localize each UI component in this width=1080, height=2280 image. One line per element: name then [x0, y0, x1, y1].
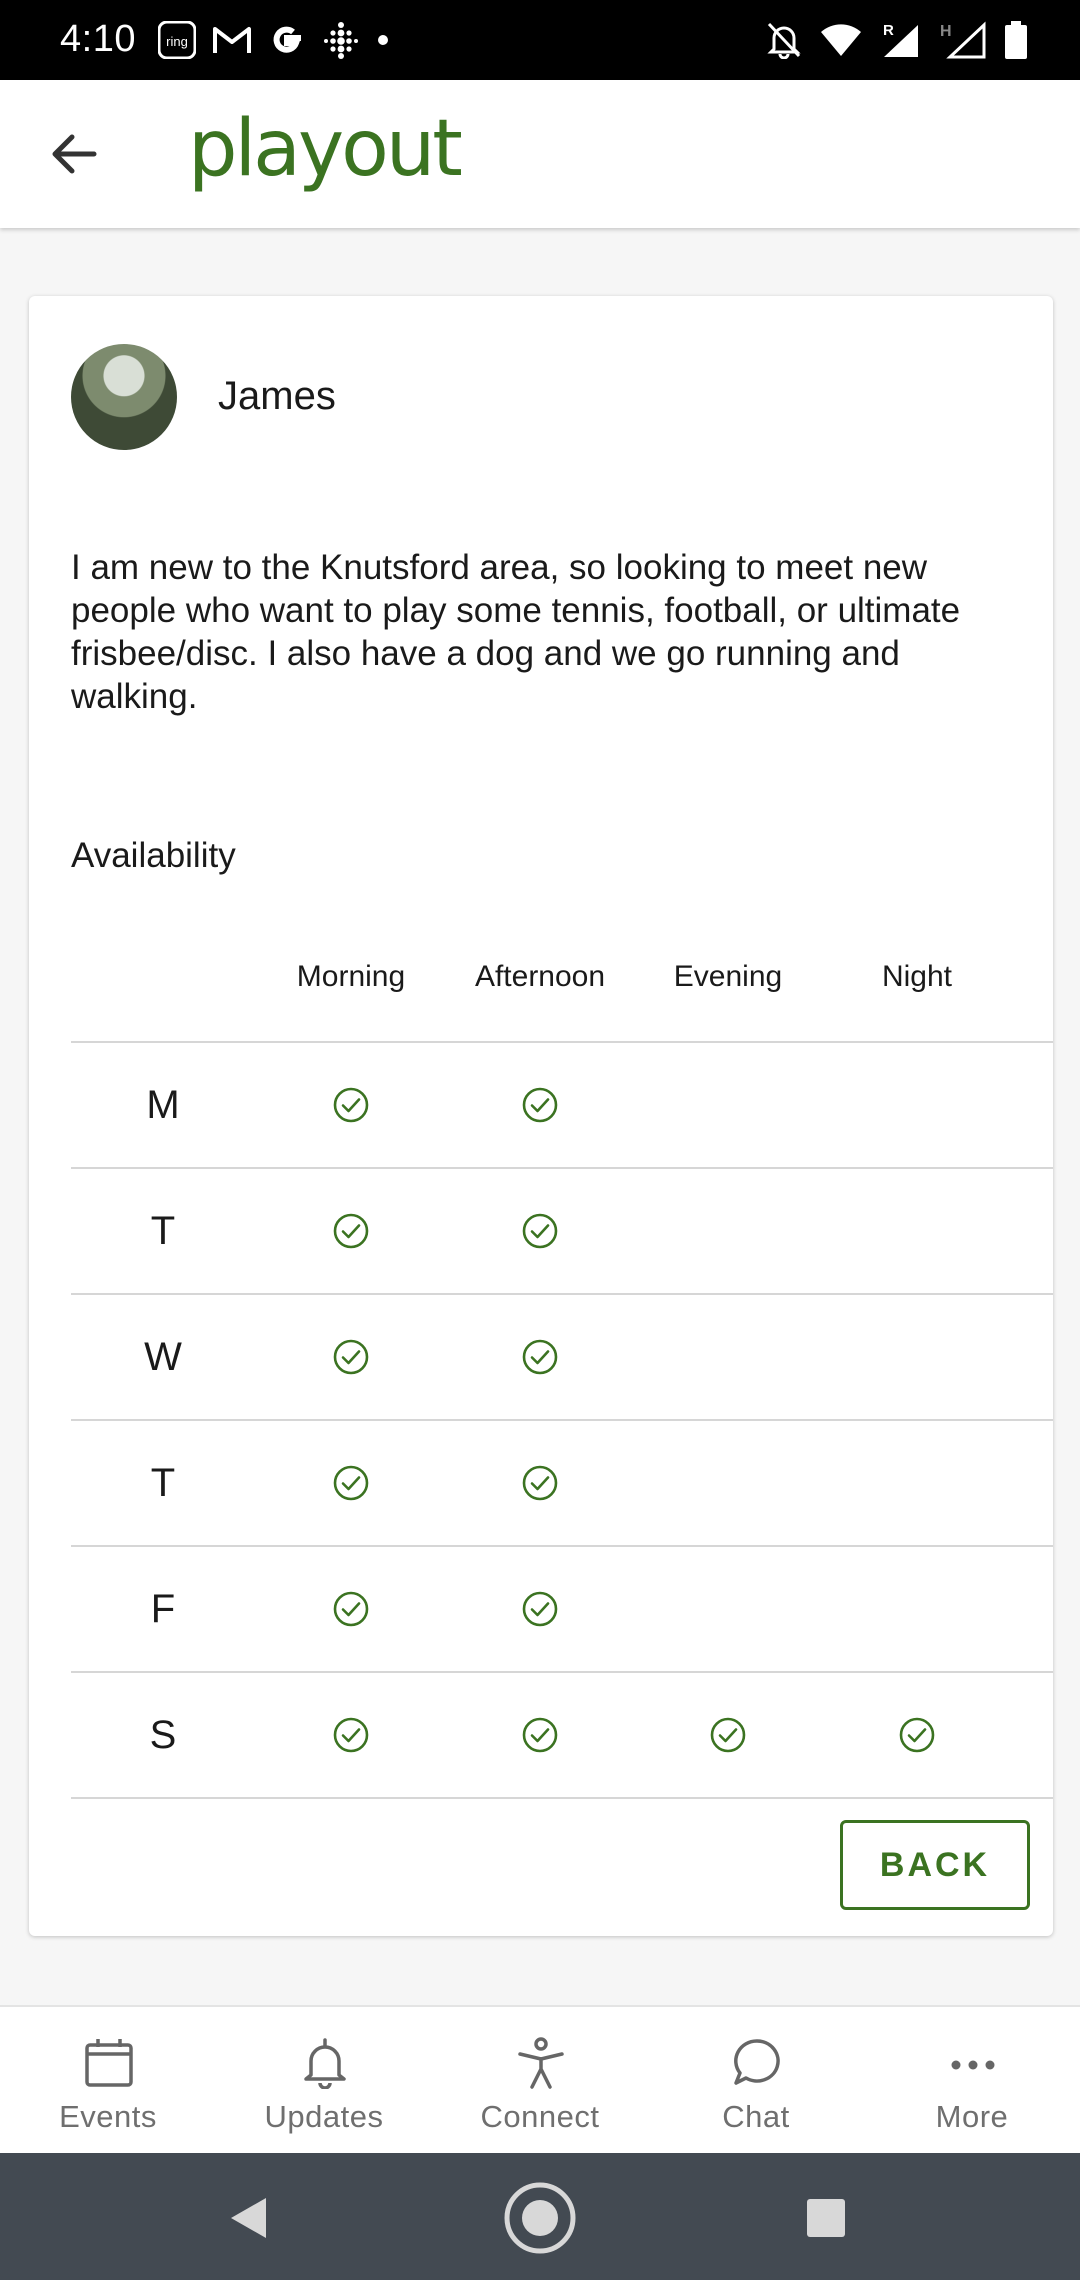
check-circle-icon-afternoon [521, 1086, 559, 1124]
nav-label-updates: Updates [264, 2099, 384, 2134]
wifi-icon [820, 23, 862, 57]
svg-text:H: H [940, 23, 952, 40]
back-triangle-icon[interactable] [228, 2196, 268, 2240]
availability-table [71, 1041, 1053, 1799]
ring-icon [158, 21, 196, 59]
more-dots-icon [948, 2037, 998, 2089]
column-header-night: Night [881, 960, 953, 993]
nav-item-more[interactable] [864, 2007, 1080, 2155]
availability-row: M [71, 1043, 1053, 1169]
profile-card [29, 296, 1053, 1936]
bio-text: I am new to the Knutsford area, so looking to meet new people who want to play some tennis, football, or ultimate frisbee/disc. I also have a dog and we go running and walking. [71, 548, 961, 716]
check-circle-icon-afternoon [521, 1464, 559, 1502]
column-header-morning: Morning [296, 960, 406, 993]
user-name: James [218, 374, 336, 418]
system-nav-bar [0, 2153, 1080, 2280]
check-circle-icon-morning [332, 1212, 370, 1250]
check-circle-icon-morning [332, 1590, 370, 1628]
battery-icon [1004, 20, 1028, 60]
back-button[interactable]: BACK [840, 1820, 1030, 1910]
nav-item-events[interactable] [0, 2007, 216, 2155]
check-circle-icon-afternoon [521, 1212, 559, 1250]
check-circle-icon-afternoon [521, 1338, 559, 1376]
back-arrow-icon[interactable] [44, 124, 104, 184]
check-circle-icon-night [898, 1716, 936, 1754]
status-time: 4:10 [60, 18, 136, 60]
availability-row: F [71, 1547, 1053, 1673]
nav-label-events: Events [59, 2099, 157, 2134]
dot-icon [376, 33, 390, 47]
calendar-icon [84, 2037, 134, 2089]
check-circle-icon-afternoon [521, 1716, 559, 1754]
svg-text:ring: ring [166, 34, 188, 49]
bottom-nav [0, 2005, 1080, 2155]
nav-item-connect[interactable] [432, 2007, 648, 2155]
recents-square-icon[interactable] [806, 2198, 846, 2238]
person-icon [516, 2037, 566, 2089]
check-circle-icon-afternoon [521, 1590, 559, 1628]
availability-title: Availability [71, 836, 236, 875]
chat-bubble-icon [732, 2037, 782, 2089]
fitbit-icon [322, 21, 360, 59]
column-header-afternoon: Afternoon [474, 960, 606, 993]
availability-row: W [71, 1295, 1053, 1421]
nav-label-more: More [935, 2099, 1009, 2134]
check-circle-icon-morning [332, 1338, 370, 1376]
nav-label-connect: Connect [480, 2099, 600, 2134]
mute-icon [766, 21, 802, 59]
google-icon [268, 21, 306, 59]
availability-row: T [71, 1421, 1053, 1547]
status-left-icons [158, 18, 390, 62]
availability-row: S [71, 1673, 1053, 1799]
signal-r-icon [880, 21, 920, 59]
avatar [71, 344, 177, 450]
svg-text:R: R [883, 22, 894, 39]
nav-item-chat[interactable] [648, 2007, 864, 2155]
check-circle-icon-morning [332, 1716, 370, 1754]
check-circle-icon-morning [332, 1464, 370, 1502]
status-right-icons [766, 18, 1028, 62]
nav-label-chat: Chat [722, 2099, 790, 2134]
bell-icon [300, 2037, 350, 2089]
nav-item-updates[interactable] [216, 2007, 432, 2155]
availability-row: T [71, 1169, 1053, 1295]
playout-logo: playout [188, 104, 460, 194]
check-circle-icon-evening [709, 1716, 747, 1754]
app-bar [0, 80, 1080, 228]
gmail-icon [212, 25, 252, 55]
signal-h-icon [938, 21, 986, 59]
check-circle-icon-morning [332, 1086, 370, 1124]
column-header-evening: Evening [673, 960, 783, 993]
status-bar [0, 0, 1080, 80]
home-circle-icon[interactable] [502, 2180, 578, 2256]
